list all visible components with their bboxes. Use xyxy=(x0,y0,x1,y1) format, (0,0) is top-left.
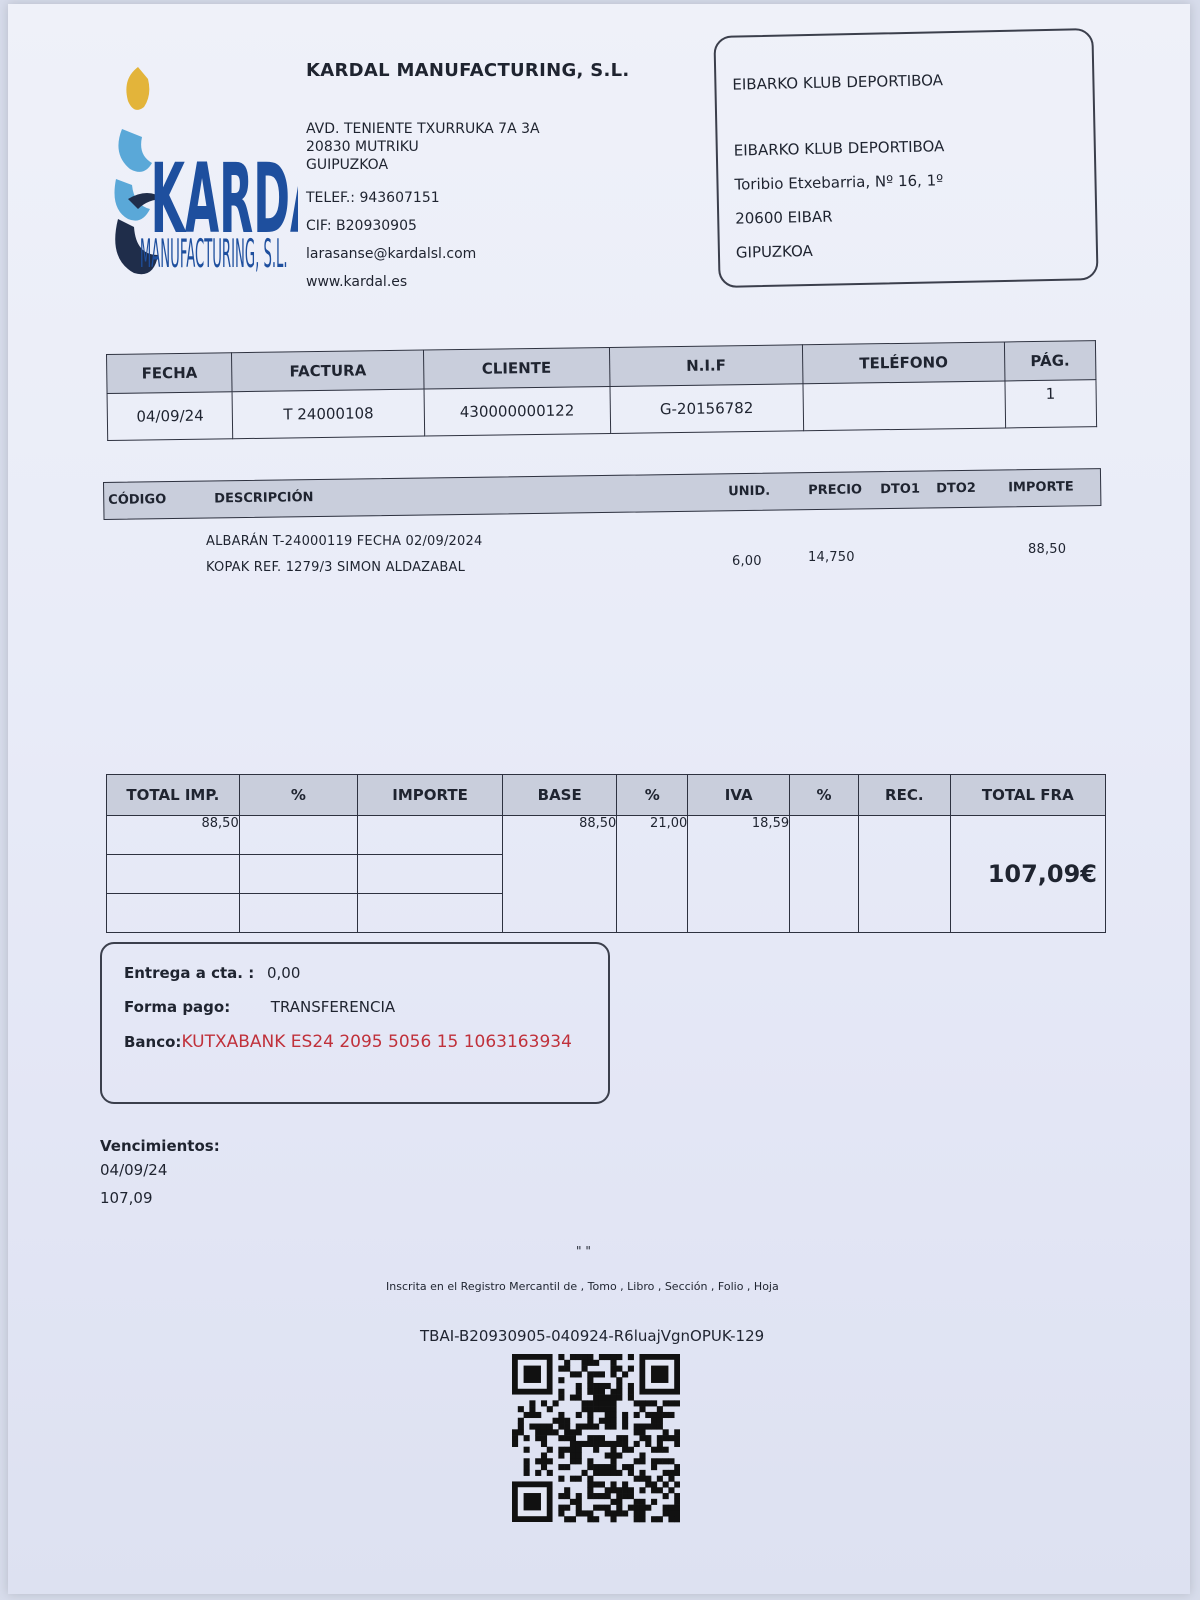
forma-pago-value: TRANSFERENCIA xyxy=(270,998,396,1016)
banco-label: Banco: xyxy=(124,1033,182,1051)
company-info xyxy=(306,120,540,296)
company-address-1: AVD. TENIENTE TXURRUKA 7A 3A xyxy=(306,121,540,137)
logo-text-bottom: MANUFACTURING, S.L. xyxy=(139,230,288,277)
totals-table xyxy=(106,774,1106,933)
qr-code xyxy=(512,1354,680,1526)
empty-cell xyxy=(239,894,357,933)
value-telefono xyxy=(803,381,1005,431)
value-base: 88,50 xyxy=(503,816,617,933)
label-pct-3: % xyxy=(790,775,859,816)
company-email: larasanse@kardalsl.com xyxy=(306,246,477,262)
label-unid: UNID. xyxy=(728,483,771,500)
label-importe: IMPORTE xyxy=(1008,479,1074,496)
label-importe-total: IMPORTE xyxy=(358,775,503,816)
label-descripcion: DESCRIPCIÓN xyxy=(214,490,314,507)
empty-cell xyxy=(107,894,240,933)
footer-quotes: " " xyxy=(576,1244,591,1258)
value-total-fra: 107,09€ xyxy=(950,816,1105,933)
company-address-2: 20830 MUTRIKU xyxy=(306,139,419,155)
company-cif: CIF: B20930905 xyxy=(306,218,417,234)
vencimientos xyxy=(100,1136,220,1212)
banco-row xyxy=(124,1032,572,1052)
value-nif: G-20156782 xyxy=(610,384,804,434)
label-base: BASE xyxy=(503,775,617,816)
vencimientos-date: 04/09/24 xyxy=(100,1161,168,1179)
value-iva: 18,59 xyxy=(688,816,790,933)
label-telefono: TELÉFONO xyxy=(803,342,1005,384)
item-row-1-description: ALBARÁN T-24000119 FECHA 02/09/2024 xyxy=(206,534,483,549)
invoice-header-table xyxy=(106,340,1097,441)
client-line-5: GIPUZKOA xyxy=(735,241,814,262)
label-codigo: CÓDIGO xyxy=(108,492,167,508)
company-web: www.kardal.es xyxy=(306,274,408,290)
value-rec xyxy=(859,816,951,933)
banco-value: KUTXABANK ES24 2095 5056 15 1063163934 xyxy=(181,1032,572,1052)
company-logo xyxy=(108,59,298,289)
label-total-fra: TOTAL FRA xyxy=(950,775,1105,816)
logo-graphic xyxy=(108,59,298,289)
label-dto2: DTO2 xyxy=(936,480,977,497)
client-line-3: Toribio Etxebarria, Nº 16, 1º xyxy=(734,171,944,194)
label-nif: N.I.F xyxy=(609,345,803,387)
forma-pago-row xyxy=(124,998,395,1016)
company-name: KARDAL MANUFACTURING, S.L. xyxy=(306,60,630,81)
value-fecha: 04/09/24 xyxy=(107,392,233,441)
company-phone: TELEF.: 943607151 xyxy=(306,190,440,206)
entrega-value: 0,00 xyxy=(266,964,301,982)
empty-cell xyxy=(358,894,503,933)
label-cliente: CLIENTE xyxy=(423,347,609,389)
label-precio: PRECIO xyxy=(808,482,863,499)
empty-cell xyxy=(107,855,240,894)
items-header xyxy=(103,468,1101,520)
company-address-3: GUIPUZKOA xyxy=(306,157,389,173)
label-rec: REC. xyxy=(859,775,951,816)
label-pct-2: % xyxy=(617,775,688,816)
empty-cell xyxy=(358,855,503,894)
logo-text-top: KARD xyxy=(150,142,291,255)
value-pct-iva: 21,00 xyxy=(617,816,688,933)
payment-box xyxy=(100,942,610,1104)
item-row-2-importe: 88,50 xyxy=(1028,542,1067,557)
label-total-imp: TOTAL IMP. xyxy=(107,775,240,816)
value-cliente: 430000000122 xyxy=(424,386,610,436)
value-total-imp: 88,50 xyxy=(107,816,240,855)
qr-graphic xyxy=(512,1354,680,1526)
client-line-2: EIBARKO KLUB DEPORTIBOA xyxy=(733,137,945,160)
client-line-4: 20600 EIBAR xyxy=(735,207,833,228)
label-fecha: FECHA xyxy=(107,353,233,394)
client-address-box xyxy=(713,28,1098,288)
empty-cell xyxy=(239,855,357,894)
invoice-page xyxy=(8,4,1190,1594)
label-pag: PÁG. xyxy=(1004,341,1096,381)
value-factura: T 24000108 xyxy=(232,389,424,439)
entrega-row xyxy=(124,964,300,982)
label-dto1: DTO1 xyxy=(880,481,921,498)
vencimientos-label: Vencimientos: xyxy=(100,1137,220,1155)
value-pct-1 xyxy=(239,816,357,855)
item-row-2-precio: 14,750 xyxy=(808,550,855,565)
value-pag: 1 xyxy=(1005,380,1097,428)
label-pct-1: % xyxy=(239,775,357,816)
item-row-2-unid: 6,00 xyxy=(732,554,762,569)
company-info-block xyxy=(306,184,540,296)
totals-header xyxy=(107,775,1106,816)
value-importe-1 xyxy=(358,816,503,855)
tbai-code: TBAI-B20930905-040924-R6luajVgnOPUK-129 xyxy=(420,1327,765,1345)
totals-row-1 xyxy=(107,816,1106,855)
client-line-1: EIBARKO KLUB DEPORTIBOA xyxy=(732,71,944,94)
label-factura: FACTURA xyxy=(232,350,424,392)
item-row-2-description: KOPAK REF. 1279/3 SIMON ALDAZABAL xyxy=(206,560,466,575)
forma-pago-label: Forma pago: xyxy=(124,998,231,1016)
registro-mercantil: Inscrita en el Registro Mercantil de , Tomo , Libro , Sección , Folio , Hoja xyxy=(386,1280,779,1293)
label-iva: IVA xyxy=(688,775,790,816)
entrega-label: Entrega a cta. : xyxy=(124,964,255,982)
value-pct-rec xyxy=(790,816,859,933)
vencimientos-amount: 107,09 xyxy=(100,1189,153,1207)
